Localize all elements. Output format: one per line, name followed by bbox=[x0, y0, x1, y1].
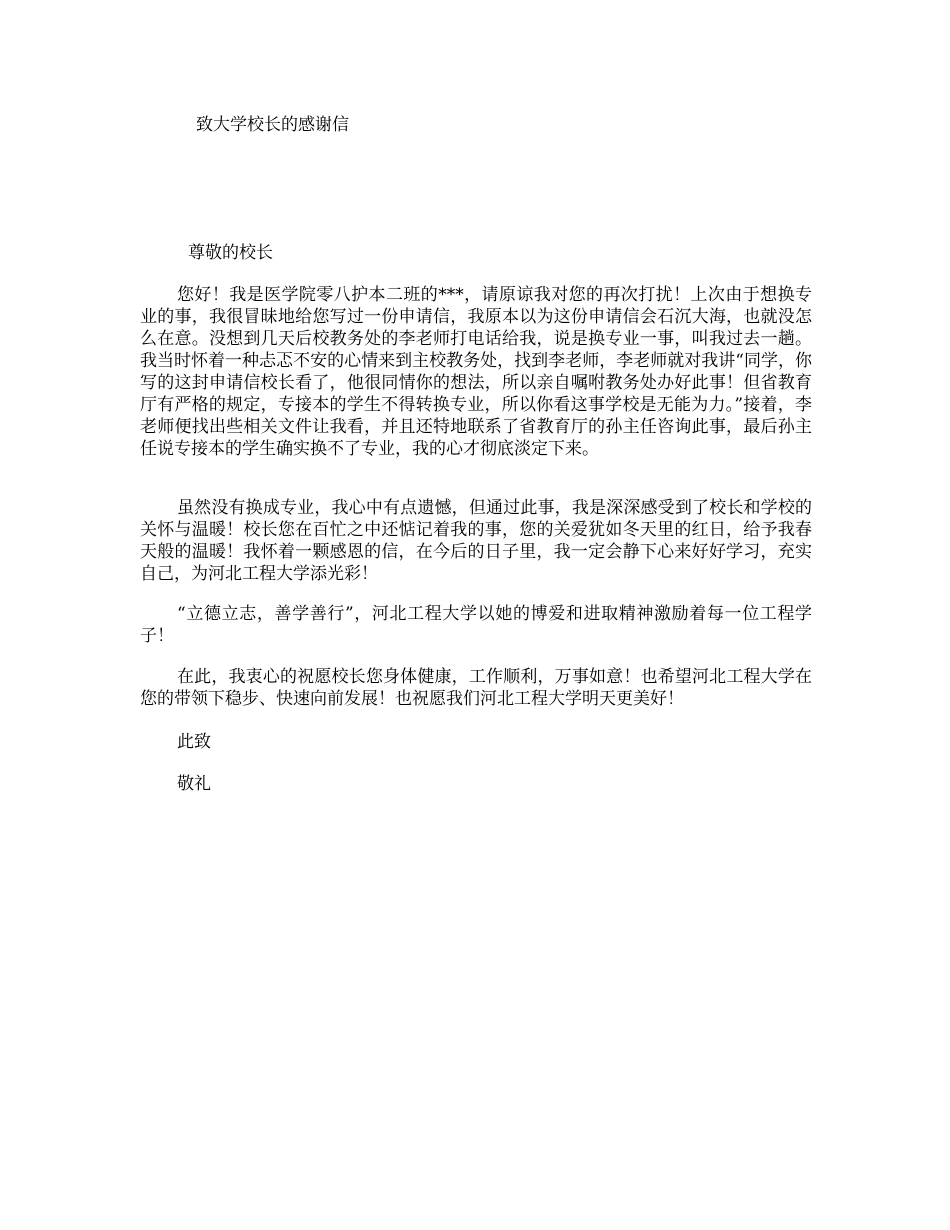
paragraph-4: 在此，我衷心的祝愿校长您身体健康，工作顺利，万事如意！也希望河北工程大学在您的带领下稳步、快速向前发展！也祝愿我们河北工程大学明天更美好！ bbox=[140, 667, 812, 709]
letter-title: 致大学校长的感谢信 bbox=[196, 115, 349, 135]
closing-line-1: 此致 bbox=[177, 732, 211, 752]
salutation: 尊敬的校长 bbox=[188, 243, 273, 263]
paragraph-2: 虽然没有换成专业，我心中有点遗憾，但通过此事，我是深深感受到了校长和学校的关怀与温暖！校长您在百忙之中还惦记着我的事，您的关爱犹如冬天里的红日，给予我春天般的温暖！我怀着一颗感恩的信，在今后的日子里，我一定会静下心来好好学习，充实自己，为河北工程大学添光彩！ bbox=[140, 498, 812, 584]
paragraph-3: “立德立志，善学善行”，河北工程大学以她的博爱和进取精神激励着每一位工程学子！ bbox=[140, 604, 812, 646]
closing-line-2: 敬礼 bbox=[177, 774, 211, 794]
paragraph-1: 您好！我是医学院零八护本二班的***，请原谅我对您的再次打扰！上次由于想换专业的事，我很冒昧地给您写过一份申请信，我原本以为这份申请信会石沉大海，也就没怎么在意。没想到几天后校教务处的李老师打电话给我，说是换专业一事，叫我过去一趟。我当时怀着一种忐忑不安的心情来到主校教务处，找到李老师，李老师就对我讲“同学，你写的这封申请信校长看了，他很同情你的想法，所以亲自嘱咐教务处办好此事！但省教育厅有严格的规定，专接本的学生不得转换专业，所以你看这事学校是无能为力。”接着，李老师便找出些相关文件让我看，并且还特地联系了省教育厅的孙主任咨询此事，最后孙主任说专接本的学生确实换不了专业，我的心才彻底淡定下来。 bbox=[140, 285, 812, 459]
